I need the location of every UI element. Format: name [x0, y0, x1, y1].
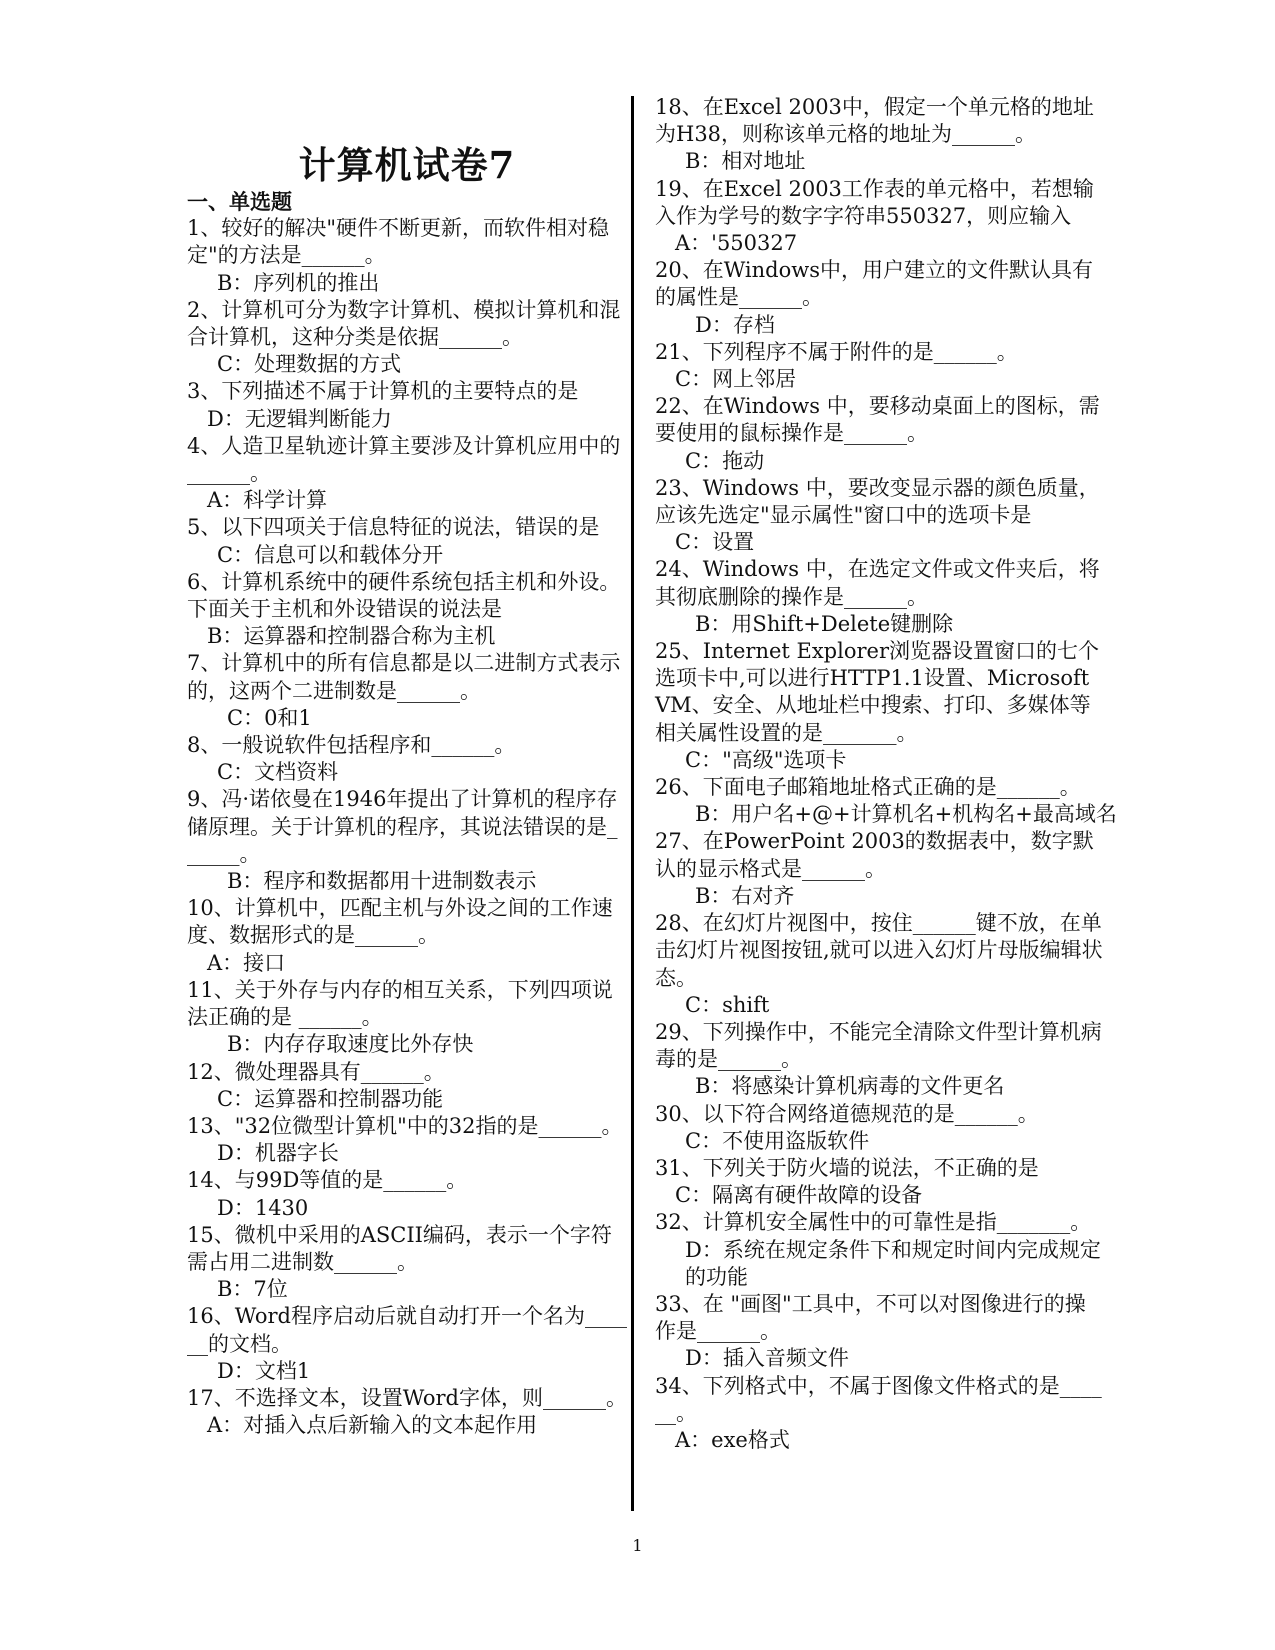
question-text: 12、微处理器具有______。: [187, 1059, 445, 1084]
question-text: 17、不选择文本，设置Word字体，则______。: [187, 1385, 628, 1410]
question-text: 29、下列操作中，不能完全清除文件型计算机病毒的是______。: [655, 1019, 1102, 1072]
section-heading: 一、单选题: [187, 189, 292, 214]
question-text: 3、下列描述不属于计算机的主要特点的是: [187, 379, 579, 404]
answer-text: D：1430: [217, 1195, 309, 1220]
question-text: 2、计算机可分为数字计算机、模拟计算机和混合计算机，这种分类是依据______。: [187, 297, 621, 350]
question-text: 21、下列程序不属于附件的是______。: [655, 339, 1018, 364]
answer-text: C：不使用盗版软件: [685, 1128, 870, 1153]
answer-text: D：文档1: [217, 1358, 311, 1383]
question-text: 34、下列格式中，不属于图像文件格式的是______。: [655, 1373, 1102, 1425]
answer-text: C：信息可以和载体分开: [217, 542, 444, 567]
answer-text: C：隔离有硬件故障的设备: [675, 1183, 923, 1208]
answer-text: A：'550327: [675, 231, 798, 256]
answer-text: C：0和1: [227, 705, 312, 730]
page-title: 计算机试卷7: [298, 143, 516, 187]
answer-text: C：shift: [685, 992, 770, 1017]
answer-text: D：存档: [695, 312, 775, 337]
question-text: 31、下列关于防火墙的说法，不正确的是: [655, 1155, 1039, 1180]
answer-text: B：序列机的推出: [217, 270, 380, 295]
answer-text: C：拖动: [685, 448, 765, 473]
question-text: 28、在幻灯片视图中，按住______键不放，在单击幻灯片视图按钮,就可以进入幻灯片母版编辑状态。: [655, 911, 1103, 990]
answer-text: D：系统在规定条件下和规定时间内完成规定的功能: [685, 1237, 1101, 1289]
answer-text: C：文档资料: [217, 760, 339, 785]
question-text: 5、以下四项关于信息特征的说法，错误的是: [187, 515, 600, 540]
question-text: 19、在Excel 2003工作表的单元格中，若想输入作为学号的数字字符串550327，则应输入: [655, 176, 1094, 228]
question-text: 1、较好的解决"硬件不断更新，而软件相对稳定"的方法是______。: [187, 216, 610, 268]
question-text: 24、Windows 中，在选定文件或文件夹后，将其彻底删除的操作是______。: [655, 557, 1100, 609]
answer-text: C：网上邻居: [675, 367, 797, 392]
answer-text: C：设置: [675, 530, 755, 555]
answer-text: B：将感染计算机病毒的文件更名: [695, 1074, 1005, 1099]
question-text: 11、关于外存与内存的相互关系，下列四项说法正确的是 ______。: [187, 977, 613, 1030]
question-text: 26、下面电子邮箱地址格式正确的是______。: [655, 775, 1081, 800]
answer-text: D：插入音频文件: [685, 1346, 849, 1371]
answer-text: B：程序和数据都用十进制数表示: [227, 869, 537, 894]
answer-text: A：对插入点后新输入的文本起作用: [207, 1413, 538, 1438]
question-text: 15、微机中采用的ASCII编码，表示一个字符需占用二进制数______。: [187, 1222, 612, 1274]
answer-text: B：右对齐: [695, 883, 795, 908]
question-text: 32、计算机安全属性中的可靠性是指_______。: [655, 1210, 1092, 1235]
question-text: 6、计算机系统中的硬件系统包括主机和外设。下面关于主机和外设错误的说法是: [187, 569, 621, 622]
question-text: 13、"32位微型计算机"中的32指的是______。: [187, 1113, 623, 1138]
question-text: 33、在 "画图"工具中，不可以对图像进行的操作是______。: [655, 1291, 1086, 1344]
page-number: 1: [632, 1536, 643, 1555]
question-text: 22、在Windows 中，要移动桌面上的图标，需要使用的鼠标操作是______。: [655, 394, 1100, 446]
answer-text: C："高级"选项卡: [685, 747, 847, 772]
answer-text: A：接口: [207, 950, 286, 975]
answer-text: B：相对地址: [685, 149, 806, 174]
question-text: 20、在Windows中，用户建立的文件默认具有的属性是______。: [655, 258, 1094, 310]
answer-text: B：用户名+@+计算机名+机构名+最高域名: [695, 802, 1117, 827]
question-text: 9、冯·诺依曼在1946年提出了计算机的程序存储原理。关于计算机的程序，其说法错误的是______。: [187, 787, 618, 866]
right-column: [655, 94, 1117, 1454]
answer-text: A：exe格式: [675, 1427, 790, 1452]
question-text: 30、以下符合网络道德规范的是______。: [655, 1101, 1039, 1126]
answer-text: B：运算器和控制器合称为主机: [207, 624, 496, 649]
answer-text: B：用Shift+Delete键删除: [695, 611, 954, 636]
question-text: 23、Windows 中，要改变显示器的颜色质量，应该先选定"显示属性"窗口中的选项卡是: [655, 475, 1100, 528]
answer-text: D：机器字长: [217, 1141, 339, 1166]
question-text: 10、计算机中，匹配主机与外设之间的工作速度、数据形式的是______。: [187, 896, 613, 948]
question-text: 18、在Excel 2003中，假定一个单元格的地址为H38，则称该单元格的地址为______。: [655, 95, 1094, 147]
answer-text: B：7位: [217, 1277, 288, 1302]
question-text: 8、一般说软件包括程序和______。: [187, 733, 516, 758]
answer-text: C：处理数据的方式: [217, 352, 402, 377]
answer-text: D：无逻辑判断能力: [207, 406, 392, 431]
left-column: [187, 94, 627, 1439]
question-text: 14、与99D等值的是______。: [187, 1168, 468, 1193]
question-text: 27、在PowerPoint 2003的数据表中，数字默认的显示格式是______。: [655, 829, 1094, 881]
question-text: 16、Word程序启动后就自动打开一个名为______的文档。: [187, 1304, 628, 1356]
answer-text: B：内存存取速度比外存快: [227, 1032, 474, 1057]
answer-text: C：运算器和控制器功能: [217, 1086, 444, 1111]
answer-text: A：科学计算: [207, 488, 328, 513]
question-text: 25、Internet Explorer浏览器设置窗口的七个选项卡中,可以进行HTTP1.1设置、Microsoft VM、安全、从地址栏中搜索、打印、多媒体等相关属性设置的是_______。: [655, 639, 1099, 745]
question-text: 4、人造卫星轨迹计算主要涉及计算机应用中的______。: [187, 433, 621, 486]
column-divider: [631, 96, 634, 1511]
question-text: 7、计算机中的所有信息都是以二进制方式表示的，这两个二进制数是______。: [187, 651, 621, 703]
